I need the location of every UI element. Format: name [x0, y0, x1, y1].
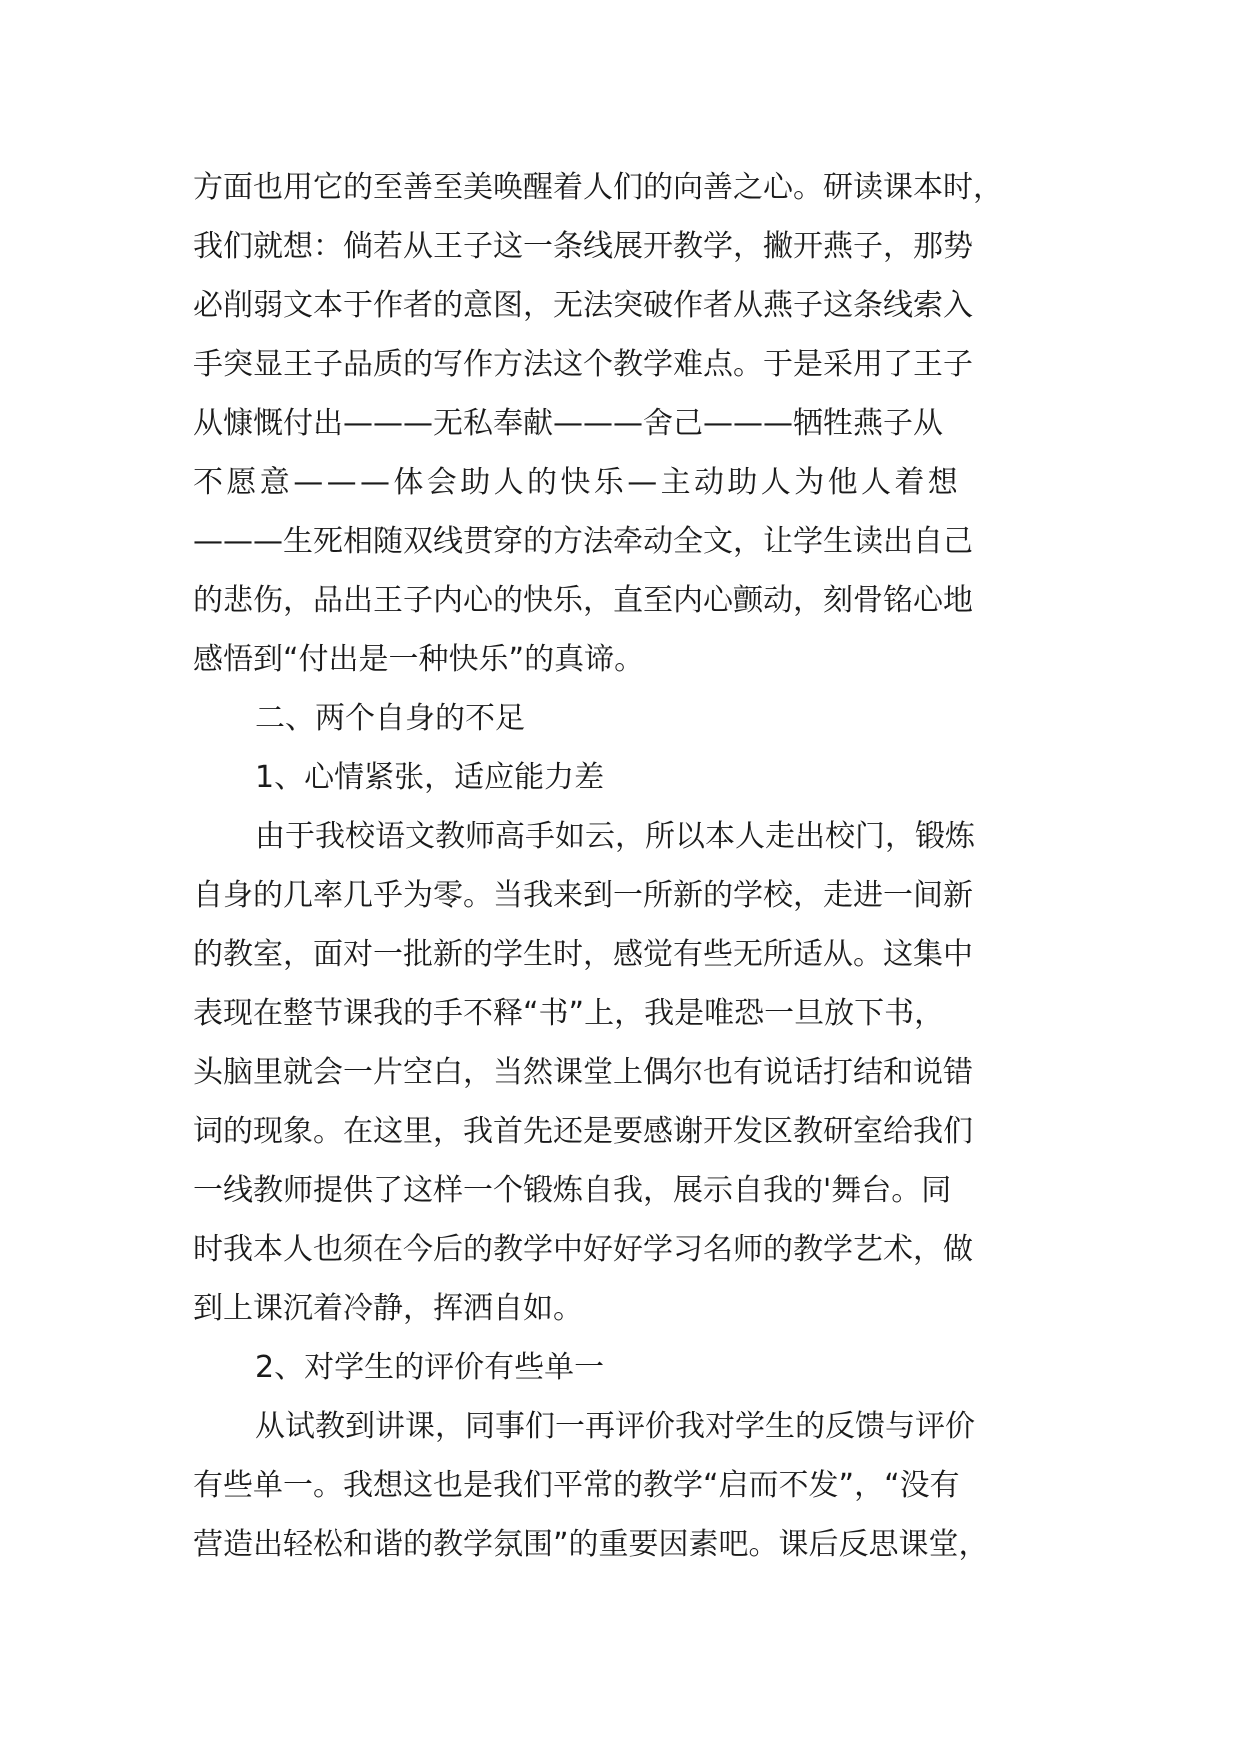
text-line: 营造出轻松和谐的教学氛围”的重要因素吧。课后反思课堂， — [193, 1527, 989, 1562]
text-line: 方面也用它的至善至美唤醒着人们的向善之心。研读课本时， — [193, 170, 1003, 205]
text-line: 到上课沉着冷静，挥洒自如。 — [193, 1291, 583, 1326]
text-line: 表现在整节课我的手不释“书”上，我是唯恐一旦放下书， — [193, 996, 945, 1031]
text-line: 有些单一。我想这也是我们平常的教学“启而不发”，“没有 — [193, 1468, 960, 1503]
text-line: 一线教师提供了这样一个锻炼自我，展示自我的'舞台。同 — [193, 1173, 952, 1208]
text-line: 2、对学生的评价有些单一 — [255, 1350, 605, 1385]
document-body — [193, 158, 1053, 1574]
text-line: 头脑里就会一片空白，当然课堂上偶尔也有说话打结和说错 — [193, 1055, 973, 1090]
text-line: ———生死相随双线贯穿的方法牵动全文，让学生读出自己 — [193, 524, 973, 559]
text-line: 从试教到讲课，同事们一再评价我对学生的反馈与评价 — [255, 1409, 975, 1444]
text-line: 必削弱文本于作者的意图，无法突破作者从燕子这条线索入 — [193, 288, 973, 323]
text-line: 不愿意———体会助人的快乐—主动助人为他人着想 — [193, 465, 962, 500]
text-line: 1、心情紧张，适应能力差 — [255, 760, 605, 795]
text-line: 的教室，面对一批新的学生时，感觉有些无所适从。这集中 — [193, 937, 973, 972]
text-line: 我们就想：倘若从王子这一条线展开教学，撇开燕子，那势 — [193, 229, 973, 264]
text-line: 二、两个自身的不足 — [255, 701, 525, 736]
text-line: 从慷慨付出———无私奉献———舍己———牺牲燕子从 — [193, 406, 943, 441]
text-line: 手突显王子品质的写作方法这个教学难点。于是采用了王子 — [193, 347, 973, 382]
text-line: 感悟到“付出是一种快乐”的真谛。 — [193, 642, 645, 677]
text-line: 时我本人也须在今后的教学中好好学习名师的教学艺术，做 — [193, 1232, 973, 1267]
text-line: 由于我校语文教师高手如云，所以本人走出校门，锻炼 — [255, 819, 975, 854]
text-line: 词的现象。在这里，我首先还是要感谢开发区教研室给我们 — [193, 1114, 973, 1149]
text-line: 自身的几率几乎为零。当我来到一所新的学校，走进一间新 — [193, 878, 973, 913]
text-line: 的悲伤，品出王子内心的快乐，直至内心颤动，刻骨铭心地 — [193, 583, 973, 618]
